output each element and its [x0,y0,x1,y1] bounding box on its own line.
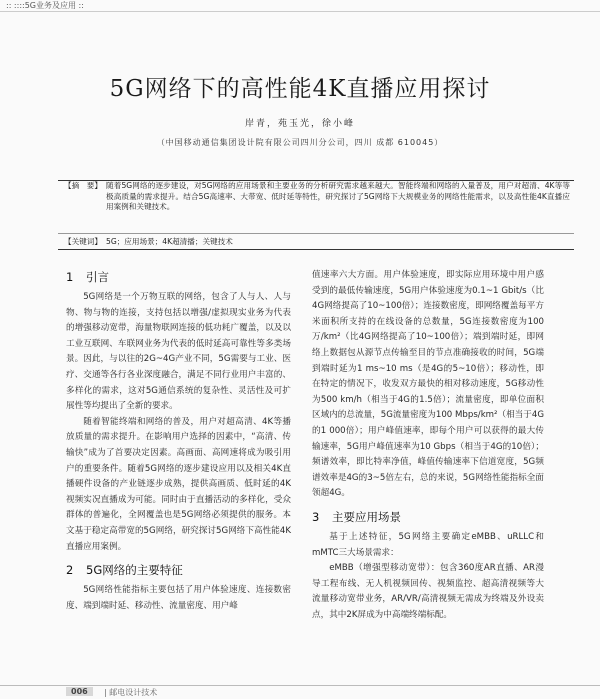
right-column [312,268,544,623]
paper-title: 5G网络下的高性能4K直播应用探讨 [109,76,491,102]
left-column [66,268,291,614]
section-heading: 3 主要应用场景 [312,509,401,524]
abstract-row [58,181,574,213]
paragraph: 值速率六大方面。用户体验速度，即实际应用环境中用户感受到的最低传输速度，5G用户体验速度为0.1~1 Gbit/s（比4G网络提高了10~100倍）；连接数密度，即网络覆盖每平方米面积所支持的在线设备的总数量，5G连接数密度为100万/km²（比4G网络提高了10~100倍）；端到端时延，即网络上数据包从源节点传输至目的节点准确接收的时间，5G端到端时延为1 ms~10 ms（是4G的5~10倍）；移动性，即在特定的情况下，收发双方最快的相对移动速度，5G移动性为500 km/h（相当于4G的1.5倍）；流量密度，即单位面积区域内的总流量，5G流量密度为100 Mbps/km²（相当于4G的1 000倍）；用户峰值速率，即每个用户可以获得的最大传输速率，5G用户峰值速率为10 Gbps（相当于4G的10倍）；频谱效率，即比特率净值，峰值传输速率下信道宽度，5G频谱效率是4G的3~5倍左右，总的来说，5G网络性能指标全面领超4G。 [312,270,544,499]
authors: 岸青，苑玉光，徐小峰 [244,119,355,129]
section-heading: 1 引言 [66,270,109,284]
keywords-label: 【关键词】 [64,237,102,246]
abstract-label: 【摘 要】 [64,181,102,190]
paragraph: eMBB（增强型移动宽带）：包含360度AR直播、AR漫导工程布线、无人机视频回传、视频监控、超高清视频等大流量移动宽带业务，AR/VR/高清视频无需成为终端及外设卖点，其中2K屏成为中高端终端标配。 [312,563,544,620]
paragraph: 5G网络是一个万物互联的网络，包含了人与人、人与物、物与物的连接，支持包括以增强/虚拟现实业务为代表的增强移动宽带，海量物联网连接的低功耗广覆盖，以及以工业互联网、车联网业务为代表的低时延高可靠性等多类场景。因此，与以往的2G~4G产业不同，5G需要与工业、医疗、交通等各行各业深度融合，满足不同行业用户丰富的、多样化的需求，这对5G通信系统的复杂性、灵活性及可扩展性等均提出了全新的要求。 [66,292,291,412]
running-head: :: ::::5G业务及应用 :: [0,0,600,12]
paragraph: 5G网络性能指标主要包括了用户体验速度、连接数密度、端到端时延、移动性、流量密度、用户峰 [66,585,291,611]
abstract-box [58,180,574,250]
keywords-row [58,233,574,248]
paragraph: 随着智能终端和网络的普及，用户对超高清、4K等播放质量的需求提升。在影响用户选择的因素中，“高清、传输快”成为了首要决定因素。高画面、高网速将成为吸引用户的重要条件。随着5G网络的逐步建设应用以及相关4K直播硬件设备的产业链逐步成熟，提供高画质、低时延的4K视频实况直播成为可能。同时由于直播活动的多样化，受众群体的普遍化，全网覆盖也是5G网络必须提供的服务。本文基于稳定高带宽的5G网络，研究探讨5G网络下高性能4K直播应用案例。 [66,416,291,552]
journal-name: | 邮电设计技术 [104,688,158,697]
section-heading: 2 5G网络的主要特征 [66,563,183,578]
paragraph: 基于上述特征，5G网络主要确定eMBB、uRLLC和mMTC三大场景需求： [312,531,544,558]
page-number: 006 [66,687,93,696]
page-footer [0,685,600,699]
abstract-text: 随着5G网络的逐步建设，对5G网络的应用场景和主要业务的分析研究需求越来越大。智能终端和网络的入量普及，用户对超清、4K等等极高质量的需求提升。结合5G高速率、大带宽、低时延等特性，研究探讨了5G网络下大规模业务的网络性能需求，以及高性能4K直播应用案例和关键技术。 [106,181,570,212]
keywords-text: 5G；应用场景；4K超清播；关键技术 [106,237,233,246]
affiliation: （中国移动通信集团设计院有限公司四川分公司，四川 成都 610045） [156,138,444,147]
